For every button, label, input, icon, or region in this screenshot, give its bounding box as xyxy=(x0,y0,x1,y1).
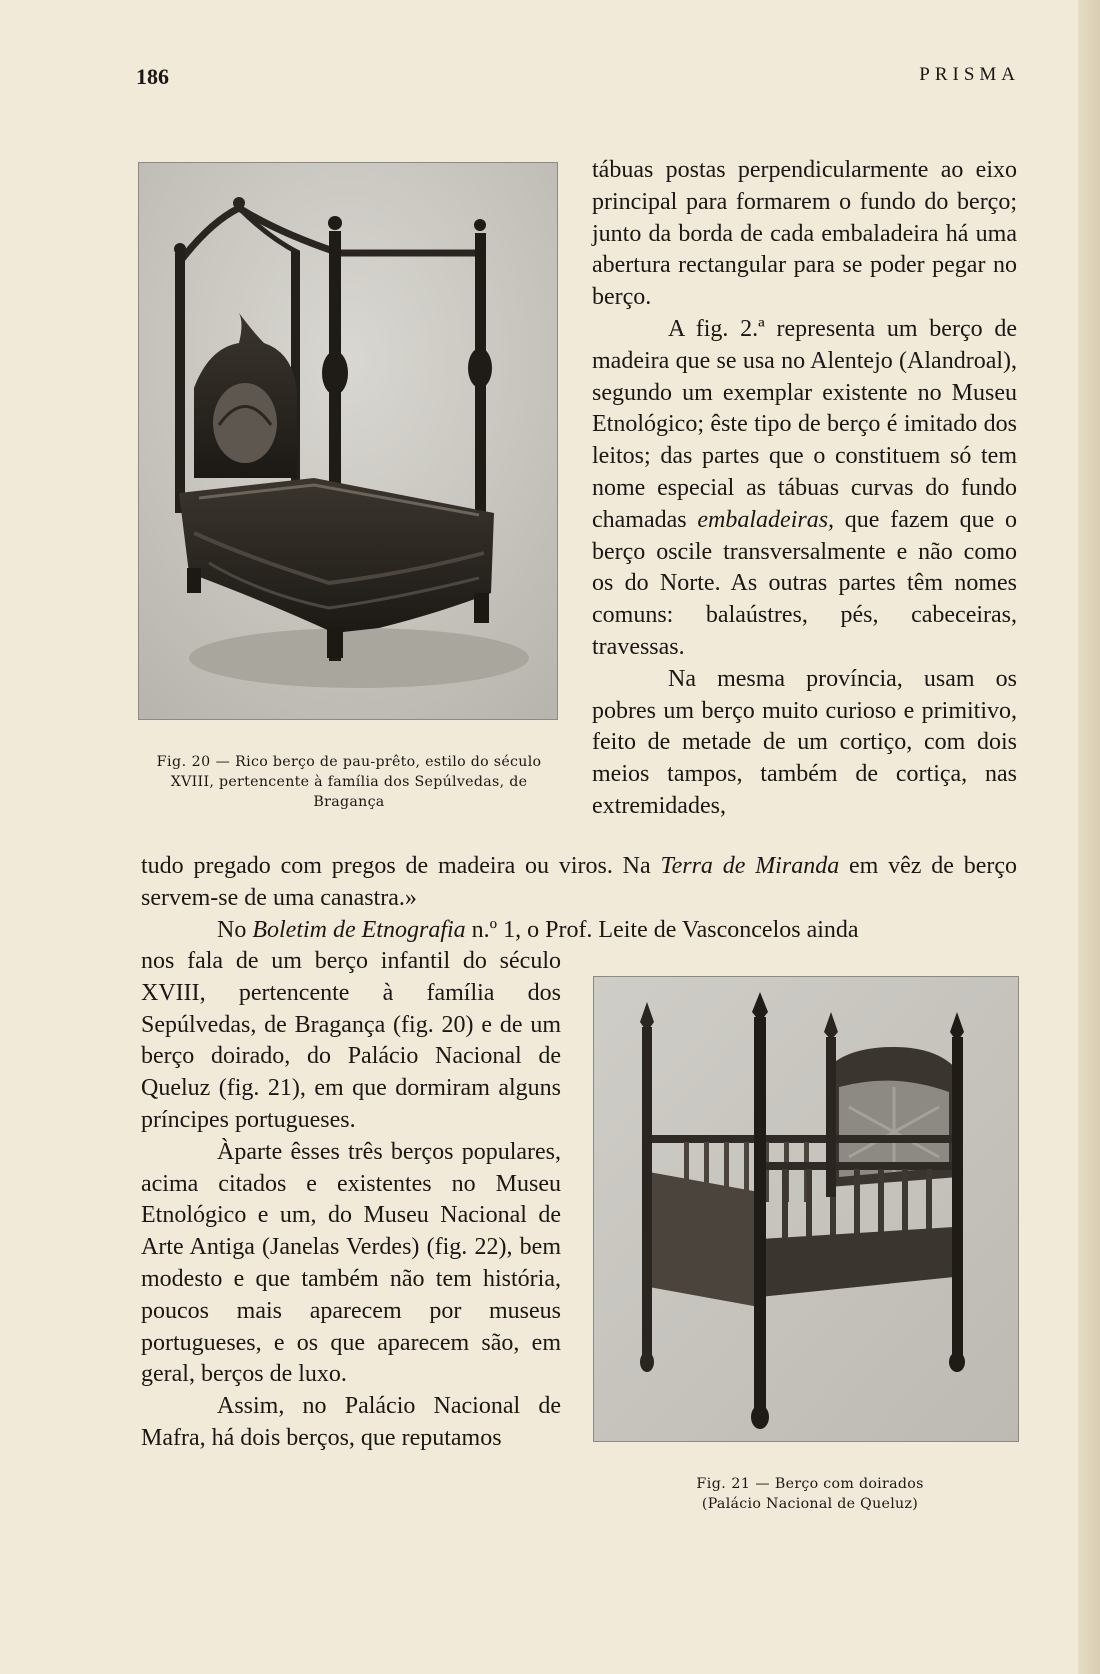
figure-21-caption xyxy=(620,1474,1000,1514)
magazine-title: PRISMA xyxy=(919,64,1020,85)
figure-21-caption-line-2: (Palácio Nacional de Queluz) xyxy=(701,1496,919,1512)
figure-20-image xyxy=(138,162,558,720)
paragraph-4-text-end: n.º 1, o Prof. Leite de Vasconcelos ainda xyxy=(465,916,859,943)
paragraph-1: tábuas postas perpendicularmente ao eixo principal para formarem o fundo do berço; junto da borda de cada embaladeira há uma abertura rectangular para se poder pegar no berço. xyxy=(592,157,1017,311)
paragraph-4-continued: nos fala de um berço infantil do século XVIII, pertencente à família dos Sepúlvedas, de Bragança (fig. 20) e de um berço doirado, do Palácio Nacional de Queluz (fig. 21), em que dormiram alguns príncipes portugueses. xyxy=(141,948,561,1133)
figure-20-caption-text: Rico berço de pau-prêto, estilo do século XVIII, pertencente à família dos Sepúlvedas, de Bragança xyxy=(170,754,542,810)
paragraph-5: Àparte êsses três berços populares, acima citados e existentes no Museu Etnológico e um, do Museu Nacional de Arte Antiga (Janelas Verdes) (fig. 22), bem modesto e que também não tem história, poucos mais aparecem por museus portugueses, e os que aparecem são, em geral, berços de luxo. xyxy=(141,1138,561,1388)
paragraph-4-emphasis: Boletim de Etnografia xyxy=(252,916,466,943)
paragraph-2-emphasis: embaladeiras, xyxy=(697,506,835,533)
page-edge xyxy=(1078,0,1100,1674)
running-head xyxy=(136,64,1020,94)
paragraph-2 xyxy=(592,314,1017,664)
paragraph-6: Assim, no Palácio Nacional de Mafra, há dois berços, que reputamos xyxy=(141,1393,561,1451)
paragraph-4-text: No xyxy=(217,916,253,943)
right-column-top xyxy=(592,155,1017,823)
paragraph-3-continued xyxy=(141,851,1017,915)
paragraph-3-continued-text: tudo pregado com pregos de madeira ou viros. Na xyxy=(141,853,661,879)
figure-20-label: Fig. 20 — xyxy=(156,754,231,770)
paragraph-3: Na mesma província, usam os pobres um berço muito curioso e primitivo, feito de metade de um cortiço, com dois meios tampos, também de cortiça, nas extremidades, xyxy=(592,665,1017,819)
paragraph-2-text-end: que fazem que o berço oscile transversalmente e não como os do Norte. As outras partes têm nomes comuns: balaústres, pés, cabeceiras, travessas. xyxy=(592,506,1018,660)
paragraph-3-emphasis: Terra de Miranda xyxy=(660,853,840,879)
figure-20-caption xyxy=(140,752,558,812)
page-number: 186 xyxy=(136,64,169,89)
figure-21-label: Fig. 21 — xyxy=(696,1476,771,1492)
left-column-bottom xyxy=(141,946,561,1455)
paragraph-4 xyxy=(141,915,1017,947)
full-width-text xyxy=(141,851,1017,946)
figure-21-caption-line-1 xyxy=(620,1474,1000,1494)
figure-21-image xyxy=(593,976,1019,1442)
paragraph-2-text: A fig. 2.ª representa um berço de madeira que se usa no Alentejo (Alandroal), segundo um exemplar existente no Museu Etnológico; êste tipo de berço é imitado dos leitos; das partes que o constituem só tem nome especial as tábuas curvas do fundo chamadas xyxy=(592,315,1017,533)
paragraph-3-continued-end: em vêz de berço servem-se de uma canastra.» xyxy=(141,853,1017,911)
figure-21-caption-text: Berço com doirados xyxy=(774,1476,924,1492)
